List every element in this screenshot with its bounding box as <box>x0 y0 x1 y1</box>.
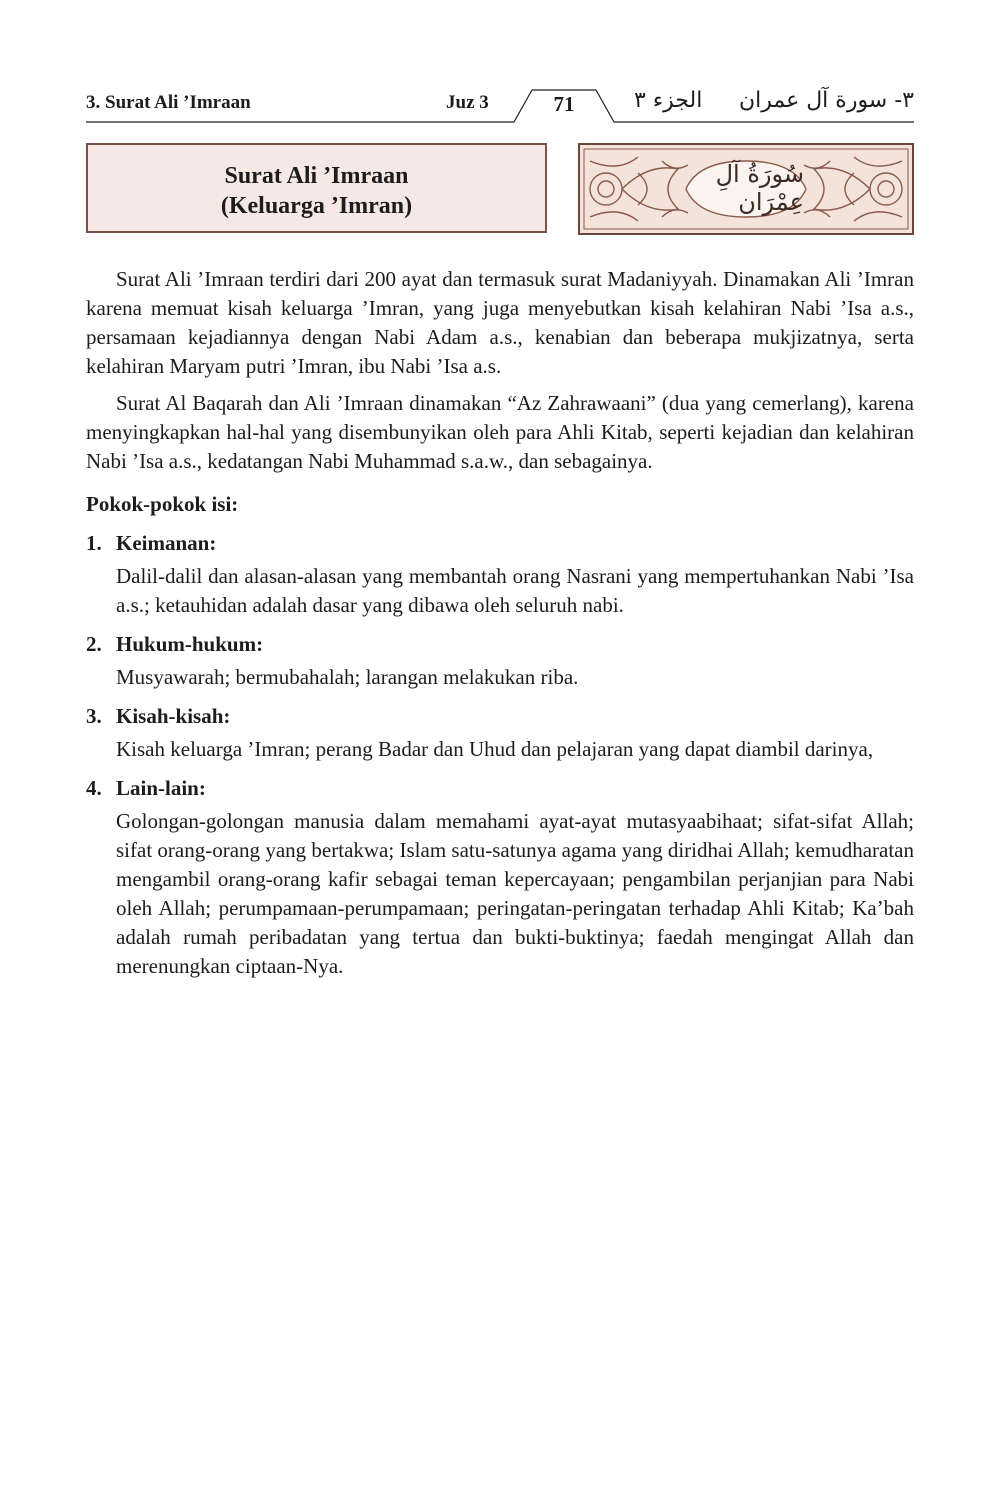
section-heading: Pokok-pokok isi: <box>86 492 239 516</box>
main-content <box>86 265 914 991</box>
item-body: Kisah keluarga ’Imran; perang Badar dan Uhud dan pelajaran yang dapat diambil darinya, <box>116 737 874 761</box>
header-surah-title: 3. Surat Ali ’Imraan <box>86 92 251 113</box>
list-item <box>86 529 914 620</box>
item-heading: Keimanan: <box>116 531 217 555</box>
item-body: Golongan-golongan manusia dalam memahami ayat-ayat mutasyaabihaat; sifat-sifat Allah; sifat orang-orang yang bertakwa; Islam satu-satunya agama yang diridhai Allah; kemudharatan mengambil orang-orang kafir sebagai teman kepercayaan; pengambilan perjanjian para Nabi oleh Allah; perumpamaan-perumpamaan; peringatan-peringatan terhadap Ahli Kitab; Ka’bah adalah rumah peribadatan yang tertua dan bukti-buktinya; faedah mengingat Allah dan merenungkan ciptaan-Nya. <box>116 809 914 978</box>
list-item <box>86 630 914 692</box>
list-item <box>86 774 914 981</box>
item-heading: Kisah-kisah: <box>116 704 231 728</box>
surah-title: Surat Ali ’Imraan <box>224 163 409 189</box>
calligraphy-panel <box>578 143 914 235</box>
intro-paragraph-1: Surat Ali ’Imraan terdiri dari 200 ayat dan termasuk surat Madaniyyah. Dinamakan Ali ’Imran karena memuat kisah keluarga ’Imran, yang juga menyebutkan kisah kelahiran Nabi ’Isa a.s., persamaan kejadiannya dengan Nabi Adam a.s., kenabian dan beberapa mukjizatnya, serta kelahiran Maryam putri ’Imran, ibu Nabi ’Isa a.s. <box>86 267 914 378</box>
header-juz: Juz 3 <box>446 92 489 113</box>
item-body: Dalil-dalil dan alasan-alasan yang membantah orang Nasrani yang mempertuhankan Nabi ’Isa a.s.; ketauhidan adalah dasar yang dibawa oleh seluruh nabi. <box>116 564 914 617</box>
intro-paragraph-2: Surat Al Baqarah dan Ali ’Imraan dinamakan “Az Zahrawaani” (dua yang cemerlang), karena menyingkapkan hal-hal yang disembunyikan oleh para Ahli Kitab, seperti kejadian dan kelahiran Nabi ’Isa a.s., kedatangan Nabi Muhammad s.a.w., dan sebagainya. <box>86 391 914 473</box>
item-number: 4. <box>86 776 102 800</box>
item-heading: Hukum-hukum: <box>116 632 264 656</box>
item-number: 1. <box>86 531 102 555</box>
header-arabic-juz: الجزء ٣ <box>634 88 703 113</box>
running-header <box>86 78 914 126</box>
item-body: Musyawarah; bermubahalah; larangan melakukan riba. <box>116 665 579 689</box>
header-arabic-surah: ٣- سورة آل عمران <box>738 88 914 113</box>
item-number: 3. <box>86 704 102 728</box>
surah-title-box <box>86 143 547 233</box>
item-number: 2. <box>86 632 102 656</box>
arabic-surah-name: سُورَةُ آلِ عِمْرَان <box>715 160 804 216</box>
page-number: 71 <box>553 92 575 116</box>
surah-subtitle: (Keluarga ’Imran) <box>220 193 413 219</box>
item-heading: Lain-lain: <box>116 776 206 800</box>
list-item <box>86 702 914 764</box>
